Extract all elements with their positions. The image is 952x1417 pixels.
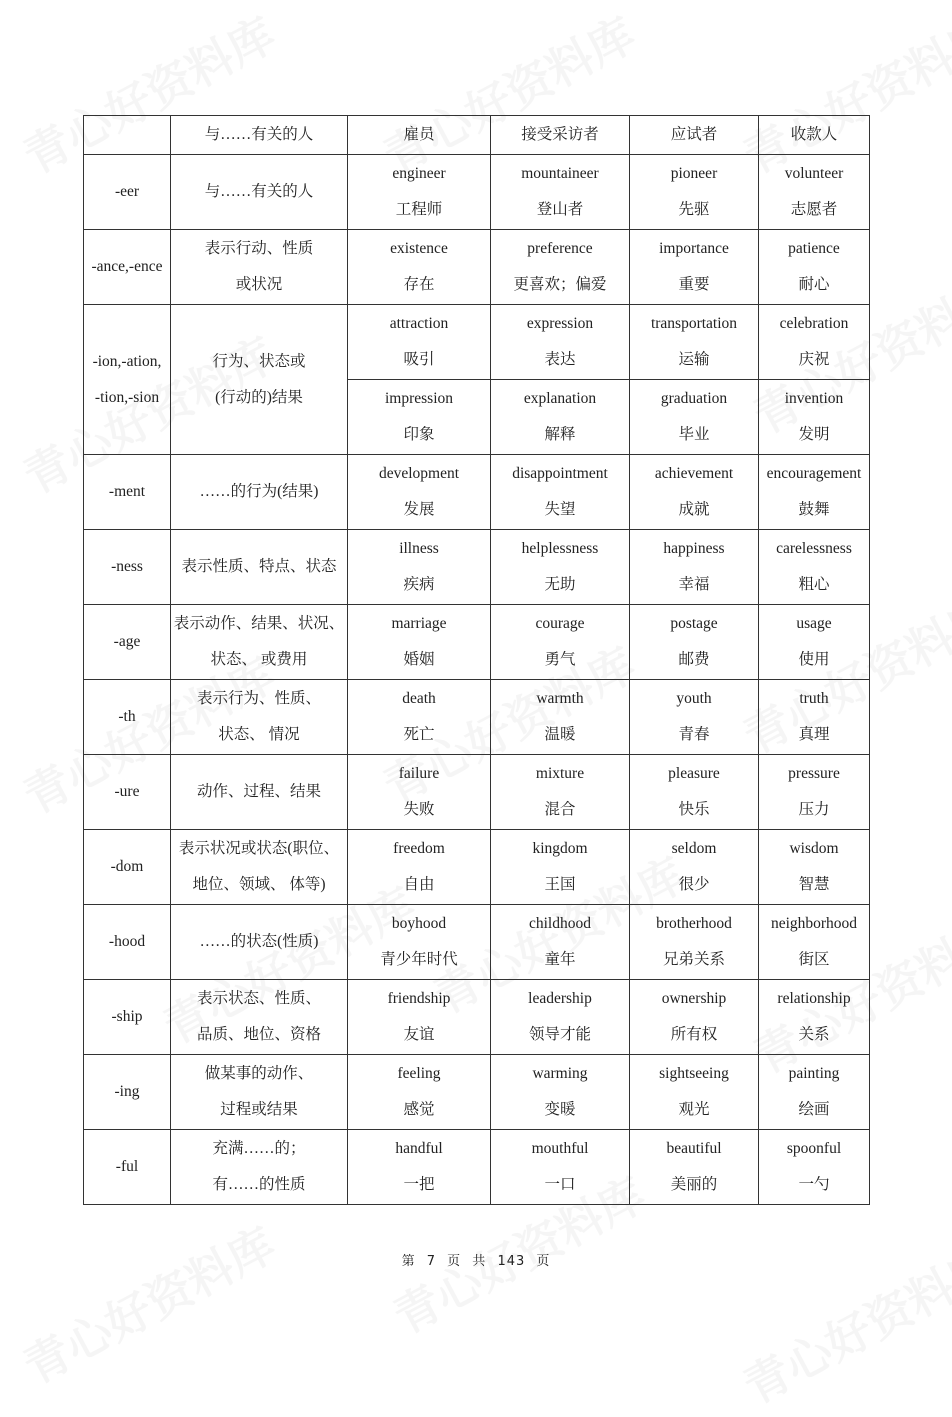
meaning-cell-line: 品质、地位、资格	[196, 1026, 321, 1043]
word-cell	[348, 380, 491, 455]
word-cell-line: 街区	[798, 951, 830, 968]
word-cell	[491, 155, 630, 230]
word-cell	[759, 1055, 870, 1130]
word-cell-line: helplessness	[521, 540, 599, 557]
word-cell-line: postage	[670, 615, 718, 632]
suffix-cell-line: -ion,-ation,	[92, 352, 162, 370]
suffix-cell	[84, 980, 171, 1055]
word-cell-line: 印象	[403, 426, 435, 443]
word-cell-line: explanation	[523, 390, 597, 407]
table-row	[84, 605, 870, 680]
word-cell	[630, 305, 759, 380]
watermark-text	[11, 1209, 286, 1397]
word-cell-line: relationship	[777, 990, 851, 1007]
word-cell-line: importance	[659, 240, 729, 257]
meaning-cell-line: 行为、状态或	[212, 352, 306, 370]
suffix-cell	[84, 1130, 171, 1205]
word-cell-line: 发明	[798, 426, 830, 443]
suffix-cell-line: -eer	[114, 183, 140, 200]
suffix-cell	[84, 755, 171, 830]
word-cell	[759, 980, 870, 1055]
suffix-vocabulary-table	[83, 115, 870, 1205]
meaning-cell	[171, 155, 348, 230]
meaning-cell-line: 做某事的动作、	[204, 1065, 314, 1082]
word-cell	[348, 1130, 491, 1205]
suffix-cell-line: -ful	[115, 1158, 139, 1175]
word-cell-line: 婚姻	[403, 651, 435, 668]
meaning-cell-line: 表示性质、特点、状态	[181, 558, 337, 575]
table-row	[84, 155, 870, 230]
word-cell-line: youth	[676, 690, 712, 707]
meaning-cell	[171, 605, 348, 680]
word-cell-line: 成就	[678, 501, 710, 518]
table-header-row	[84, 116, 870, 155]
suffix-cell-line: -ure	[114, 783, 140, 800]
word-cell-line: 幸福	[678, 576, 710, 593]
footer-page-word: 页	[447, 1254, 462, 1269]
table-row	[84, 305, 870, 380]
word-cell-line: 发展	[403, 501, 435, 518]
word-cell-line: 一口	[544, 1176, 576, 1193]
word-cell	[348, 530, 491, 605]
word-cell-line: disappointment	[512, 465, 608, 482]
word-cell	[491, 1130, 630, 1205]
suffix-cell-line: -ness	[111, 558, 143, 575]
word-cell-line: carelessness	[776, 540, 852, 557]
table-row	[84, 530, 870, 605]
word-cell-line: encouragement	[766, 465, 862, 482]
word-cell-line: warmth	[536, 690, 584, 707]
meaning-cell-line: 表示行动、性质	[204, 240, 314, 257]
word-cell-line: 解释	[544, 426, 576, 443]
word-cell-line: 先驱	[678, 201, 710, 218]
word-cell-line: 兄弟关系	[662, 951, 725, 968]
word-cell-line: 变暖	[544, 1101, 576, 1118]
word-cell-line: painting	[788, 1065, 840, 1082]
footer-total-word: 共	[472, 1254, 487, 1269]
word-cell	[759, 155, 870, 230]
word-cell-line: 运输	[678, 351, 710, 368]
word-cell-line: sightseeing	[659, 1065, 729, 1082]
meaning-cell-line: ……的行为(结果)	[199, 483, 319, 500]
word-cell	[759, 530, 870, 605]
word-cell-line: 更喜欢；偏爱	[513, 276, 607, 293]
word-cell-line: pioneer	[670, 165, 718, 182]
word-cell-line: 关系	[798, 1026, 830, 1043]
suffix-cell	[84, 455, 171, 530]
suffix-cell	[84, 830, 171, 905]
word-cell-line: failure	[398, 765, 440, 782]
word-cell	[759, 830, 870, 905]
word-cell-line: 智慧	[798, 876, 830, 893]
word-cell-line: pressure	[788, 765, 840, 782]
word-cell-line: 死亡	[403, 726, 435, 743]
word-cell	[491, 680, 630, 755]
word-cell	[491, 455, 630, 530]
word-cell-line: achievement	[654, 465, 734, 482]
meaning-cell-line: 过程或结果	[220, 1101, 298, 1118]
header-cell: 雇员	[348, 116, 491, 155]
word-cell-line: 毕业	[678, 426, 710, 443]
suffix-cell-line: -tion,-sion	[94, 388, 160, 406]
word-cell	[348, 905, 491, 980]
word-cell-line: 一勺	[798, 1176, 830, 1193]
word-cell-line: 疾病	[403, 576, 435, 593]
word-cell	[630, 230, 759, 305]
word-cell	[491, 380, 630, 455]
word-cell-line: boyhood	[391, 915, 447, 932]
word-cell-line: 耐心	[798, 276, 830, 293]
word-cell-line: 快乐	[678, 801, 710, 818]
word-cell-line: seldom	[671, 840, 717, 857]
table-row	[84, 905, 870, 980]
word-cell-line: 青少年时代	[380, 951, 458, 968]
word-cell	[348, 980, 491, 1055]
word-cell-line: 观光	[678, 1101, 710, 1118]
word-cell-line: neighborhood	[770, 915, 858, 932]
word-cell-line: beautiful	[666, 1140, 722, 1157]
word-cell-line: development	[378, 465, 460, 482]
word-cell-line: volunteer	[784, 165, 844, 182]
word-cell-line: expression	[526, 315, 594, 332]
word-cell	[759, 680, 870, 755]
word-cell	[348, 680, 491, 755]
meaning-cell-line: 或状况	[235, 276, 283, 293]
word-cell-line: 失望	[544, 501, 576, 518]
word-cell-line: 登山者	[536, 201, 584, 218]
word-cell	[630, 830, 759, 905]
word-cell	[759, 905, 870, 980]
suffix-cell	[84, 605, 171, 680]
word-cell-line: engineer	[392, 165, 446, 182]
suffix-cell-line: -ance,-ence	[91, 258, 163, 275]
header-cell: 应试者	[630, 116, 759, 155]
meaning-cell-line: 状态、 情况	[218, 726, 300, 743]
meaning-cell-line: 状态、 或费用	[210, 651, 308, 668]
word-cell-line: usage	[796, 615, 832, 632]
suffix-cell	[84, 905, 171, 980]
word-cell	[630, 905, 759, 980]
word-cell	[630, 980, 759, 1055]
word-cell-line: 青春	[678, 726, 710, 743]
suffix-cell-line: -ship	[111, 1008, 143, 1025]
word-cell-line: attraction	[389, 315, 449, 332]
meaning-cell-line: 表示状况或状态(职位、	[178, 840, 340, 857]
word-cell-line: 一把	[403, 1176, 435, 1193]
suffix-cell-line: -age	[113, 633, 141, 650]
word-cell	[491, 905, 630, 980]
word-cell-line: death	[402, 690, 436, 707]
meaning-cell-line: 充满……的；	[212, 1140, 306, 1157]
word-cell-line: 庆祝	[798, 351, 830, 368]
word-cell-line: happiness	[663, 540, 725, 557]
word-cell-line: 粗心	[798, 576, 830, 593]
header-cell: 接受采访者	[491, 116, 630, 155]
meaning-cell-line: 地位、领域、 体等)	[192, 876, 326, 893]
suffix-cell	[84, 230, 171, 305]
word-cell-line: 童年	[544, 951, 576, 968]
footer-prefix: 第	[401, 1254, 416, 1269]
word-cell	[348, 455, 491, 530]
word-cell	[630, 455, 759, 530]
meaning-cell-line: 与……有关的人	[204, 183, 314, 200]
suffix-cell	[84, 155, 171, 230]
header-cell: 收款人	[759, 116, 870, 155]
meaning-cell	[171, 905, 348, 980]
meaning-cell	[171, 680, 348, 755]
word-cell-line: 绘画	[798, 1101, 830, 1118]
word-cell	[491, 830, 630, 905]
word-cell	[630, 680, 759, 755]
word-cell	[630, 1130, 759, 1205]
suffix-cell-line: -ment	[108, 483, 146, 500]
word-cell-line: invention	[784, 390, 844, 407]
word-cell-line: graduation	[660, 390, 728, 407]
word-cell-line: 混合	[544, 801, 576, 818]
meaning-cell	[171, 980, 348, 1055]
word-cell-line: 王国	[544, 876, 576, 893]
table-row	[84, 980, 870, 1055]
word-cell-line: 温暖	[544, 726, 576, 743]
word-cell	[759, 1130, 870, 1205]
word-cell-line: 邮费	[678, 651, 710, 668]
table-row	[84, 230, 870, 305]
word-cell	[630, 155, 759, 230]
word-cell-line: 使用	[798, 651, 830, 668]
word-cell-line: wisdom	[789, 840, 839, 857]
word-cell-line: pleasure	[668, 765, 720, 782]
table-row	[84, 680, 870, 755]
word-cell-line: courage	[535, 615, 585, 632]
word-cell	[491, 305, 630, 380]
suffix-cell-line: -dom	[110, 858, 144, 875]
word-cell-line: mountaineer	[521, 165, 599, 182]
word-cell-line: illness	[399, 540, 439, 557]
meaning-cell	[171, 1055, 348, 1130]
word-cell	[759, 755, 870, 830]
meaning-cell	[171, 230, 348, 305]
meaning-cell-line: (行动的)结果	[215, 388, 303, 406]
word-cell-line: 吸引	[403, 351, 435, 368]
suffix-cell-line: -th	[118, 708, 136, 725]
word-cell-line: friendship	[387, 990, 451, 1007]
word-cell-line: mixture	[535, 765, 585, 782]
word-cell-line: mouthful	[531, 1140, 589, 1157]
word-cell-line: 真理	[798, 726, 830, 743]
table-row	[84, 1055, 870, 1130]
word-cell-line: brotherhood	[656, 915, 732, 932]
word-cell	[348, 605, 491, 680]
word-cell-line: 所有权	[670, 1026, 718, 1043]
header-cell: 与……有关的人	[171, 116, 348, 155]
word-cell	[759, 230, 870, 305]
meaning-cell-line: 有……的性质	[212, 1176, 306, 1193]
word-cell-line: truth	[799, 690, 829, 707]
meaning-cell	[171, 455, 348, 530]
word-cell-line: leadership	[528, 990, 592, 1007]
word-cell-line: childhood	[529, 915, 591, 932]
suffix-cell	[84, 305, 171, 455]
word-cell-line: ownership	[661, 990, 727, 1007]
word-cell-line: celebration	[779, 315, 849, 332]
word-cell-line: 志愿者	[790, 201, 838, 218]
word-cell-line: patience	[788, 240, 840, 257]
table-row	[84, 755, 870, 830]
word-cell-line: impression	[384, 390, 454, 407]
word-cell-line: existence	[390, 240, 448, 257]
word-cell	[759, 455, 870, 530]
word-cell-line: transportation	[650, 315, 738, 332]
meaning-cell	[171, 530, 348, 605]
meaning-cell-line: 表示状态、性质、	[196, 990, 321, 1007]
word-cell	[491, 980, 630, 1055]
word-cell-line: 无助	[544, 576, 576, 593]
word-cell-line: 重要	[678, 276, 710, 293]
suffix-cell	[84, 1055, 171, 1130]
word-cell	[759, 380, 870, 455]
word-cell	[348, 155, 491, 230]
word-cell-line: 美丽的	[670, 1176, 718, 1193]
word-cell-line: 表达	[544, 351, 576, 368]
word-cell	[348, 830, 491, 905]
word-cell-line: freedom	[393, 840, 445, 857]
word-cell	[348, 305, 491, 380]
word-cell	[630, 1055, 759, 1130]
total-page-count: 143	[497, 1254, 526, 1269]
suffix-cell	[84, 680, 171, 755]
word-cell	[491, 230, 630, 305]
suffix-cell-line: -ing	[114, 1083, 140, 1100]
word-cell-line: 勇气	[544, 651, 576, 668]
word-cell	[348, 755, 491, 830]
word-cell-line: handful	[395, 1140, 443, 1157]
word-cell-line: 很少	[678, 876, 710, 893]
meaning-cell-line: ……的状态(性质)	[199, 933, 319, 950]
word-cell-line: 压力	[798, 801, 830, 818]
word-cell	[759, 605, 870, 680]
word-cell	[630, 755, 759, 830]
meaning-cell-line: 表示行为、性质、	[196, 690, 321, 707]
meaning-cell	[171, 830, 348, 905]
word-cell-line: spoonful	[786, 1140, 842, 1157]
word-cell-line: preference	[527, 240, 593, 257]
word-cell-line: 友谊	[403, 1026, 435, 1043]
suffix-cell-line: -hood	[108, 933, 146, 950]
word-cell-line: marriage	[391, 615, 447, 632]
word-cell-line: 自由	[403, 876, 435, 893]
word-cell-line: 感觉	[403, 1101, 435, 1118]
word-cell-line: feeling	[397, 1065, 441, 1082]
header-cell	[84, 116, 171, 155]
meaning-cell	[171, 755, 348, 830]
word-cell	[348, 230, 491, 305]
page-footer	[0, 1250, 952, 1269]
word-cell	[491, 1055, 630, 1130]
current-page-number: 7	[426, 1254, 436, 1269]
table-row	[84, 455, 870, 530]
table-row	[84, 1130, 870, 1205]
word-cell	[759, 305, 870, 380]
word-cell	[630, 380, 759, 455]
word-cell-line: 工程师	[395, 201, 443, 218]
suffix-cell	[84, 530, 171, 605]
word-cell-line: kingdom	[532, 840, 588, 857]
word-cell	[491, 605, 630, 680]
word-cell	[491, 530, 630, 605]
meaning-cell-line: 动作、过程、结果	[196, 783, 321, 800]
footer-suffix: 页	[536, 1254, 551, 1269]
word-cell-line: 领导才能	[528, 1026, 591, 1043]
word-cell	[348, 1055, 491, 1130]
table-row	[84, 830, 870, 905]
word-cell-line: 存在	[403, 276, 435, 293]
meaning-cell-line: 表示动作、结果、状况、	[173, 615, 345, 632]
word-cell	[630, 530, 759, 605]
word-cell-line: 鼓舞	[798, 501, 830, 518]
meaning-cell	[171, 305, 348, 455]
word-cell	[630, 605, 759, 680]
word-cell-line: warming	[532, 1065, 588, 1082]
word-cell	[491, 755, 630, 830]
meaning-cell	[171, 1130, 348, 1205]
word-cell-line: 失败	[403, 801, 435, 818]
